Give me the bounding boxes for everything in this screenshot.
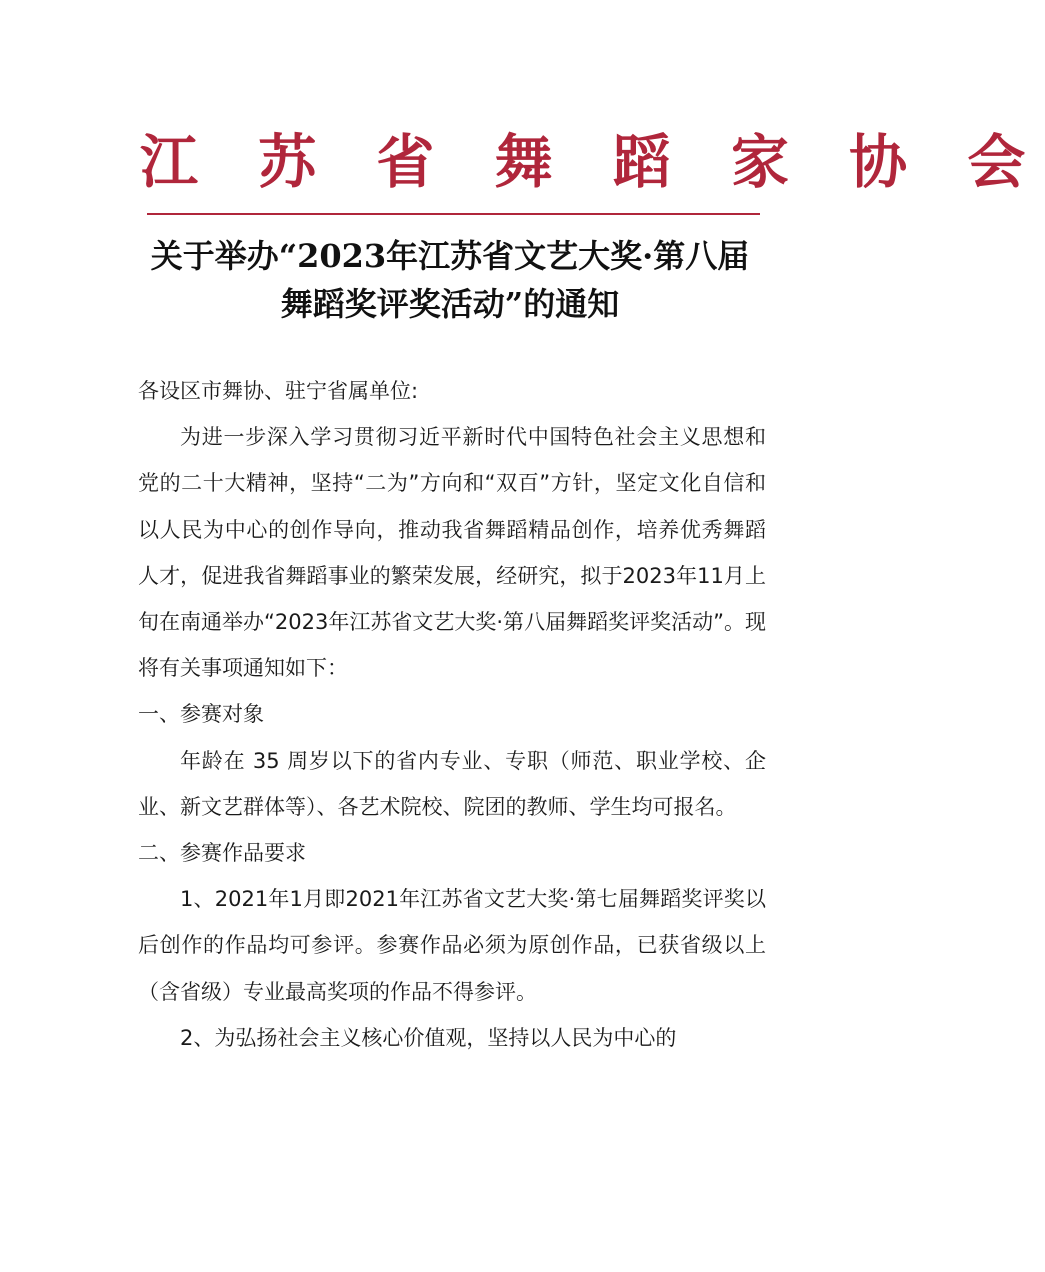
requirements-item-1: 1、2021年1月即2021年江苏省文艺大奖·第七届舞蹈奖评奖以后创作的作品均可参评。参赛作品必须为原创作品，已获省级以上（含省级）专业最高奖项的作品不得参评。 xyxy=(138,887,766,1004)
document-title xyxy=(130,232,770,328)
letterhead-org-name: 江 苏 省 舞 蹈 家 协 会 xyxy=(140,128,1045,196)
intro-paragraph: 为进一步深入学习贯彻习近平新时代中国特色社会主义思想和党的二十大精神，坚持“二为”方向和“双百”方针，坚定文化自信和以人民为中心的创作导向，推动我省舞蹈精品创作，培养优秀舞蹈人才，促进我省舞蹈事业的繁荣发展，经研究，拟于2023年11月上旬在南通举办“2023年江苏省文艺大奖·第八届舞蹈奖评奖活动”。现将有关事项通知如下： xyxy=(138,425,766,681)
requirements-item-2: 2、为弘扬社会主义核心价值观，坚持以人民为中心的 xyxy=(180,1025,677,1050)
title-line-1: 关于举办“2023年江苏省文艺大奖·第八届 xyxy=(150,237,750,275)
section-heading-requirements: 二、参赛作品要求 xyxy=(138,841,306,866)
letterhead-divider xyxy=(147,213,760,215)
participants-paragraph: 年龄在 35 周岁以下的省内专业、专职（师范、职业学校、企业、新文艺群体等）、各艺术院校、院团的教师、学生均可报名。 xyxy=(138,748,766,819)
section-heading-participants: 一、参赛对象 xyxy=(138,702,264,727)
salutation: 各设区市舞协、驻宁省属单位: xyxy=(138,379,419,403)
title-line-2: 舞蹈奖评奖活动”的通知 xyxy=(280,285,620,323)
document-body xyxy=(138,368,766,1061)
